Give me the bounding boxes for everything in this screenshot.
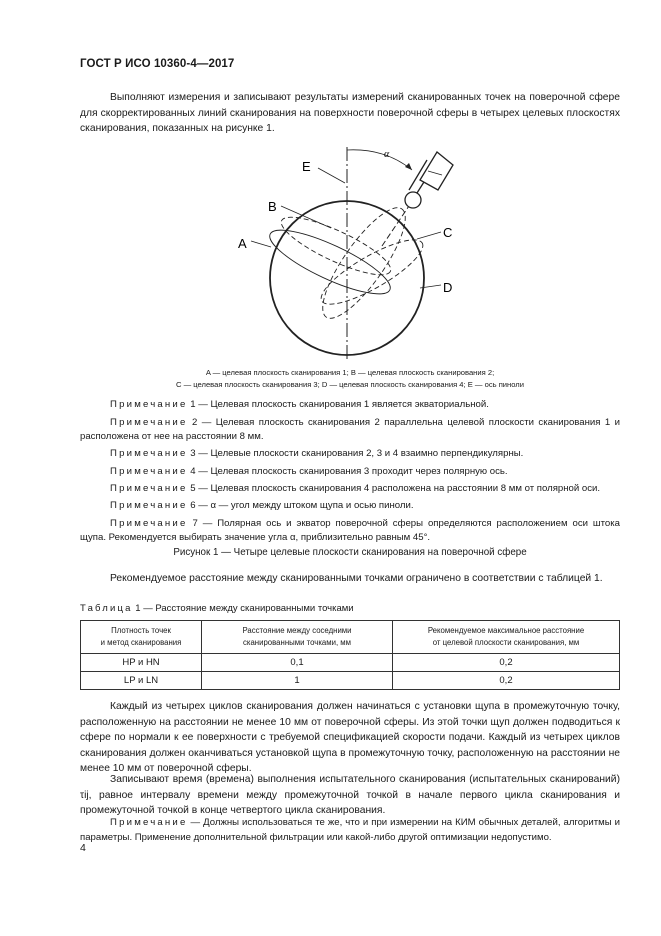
table-cell: HP и HN [81,654,202,672]
table-cell: 1 [202,672,393,690]
table-header-row [81,621,620,654]
table-cell: LP и LN [81,672,202,690]
figure-legend-line-2: C — целевая плоскость сканирования 3; D — целевая плоскость сканирования 4; E — ось пиноли [176,380,524,389]
leader-e [318,168,345,183]
note-label: Примечание [110,483,188,494]
table-title-text: 1 — Расстояние между сканированными точками [132,603,354,614]
intro-paragraph: Выполняют измерения и записывают результаты измерений сканированных точек на поверочной сфере для скорректированных линий сканирования на поверхности поверочной сферы в четырех целевых плоскостях сканирования, показанных на рисунке 1. [80,92,620,135]
scan-plane-d [314,229,430,315]
label-e: E [302,159,311,174]
label-a: A [238,236,247,251]
note-label: Примечание [110,518,188,529]
note-label: Примечание [110,417,188,428]
note-label: Примечание [110,817,188,828]
probe-body [420,152,453,190]
note-text: — Должны использоваться те же, что и при измерении на КИМ обычных деталей, алгоритмы и параметры. Применение дополнительной фильтрации или какой-либо другой оптимизации недопустимо. [80,817,620,843]
note-label: Примечание [110,399,188,410]
paragraph-2: Рекомендуемое расстояние между сканированными точками ограничено в соответствии с таблицей 1. [110,573,603,584]
note-text: 1 — Целевая плоскость сканирования 1 является экваториальной. [187,399,489,410]
note-text: 4 — Целевая плоскость сканирования 3 проходит через полярную ось. [187,466,508,477]
alpha-arc [347,150,412,170]
final-note [80,815,620,845]
note-5 [80,482,620,496]
header-cell: Расстояние между соседними сканированными точками, мм [202,621,393,654]
note-label: Примечание [110,448,188,459]
figure-caption: Рисунок 1 — Четыре целевые плоскости сканирования на поверочной сфере [173,547,527,558]
header-cell: Плотность точек и метод сканирования [81,621,202,654]
paragraph-4: Записывают время (времена) выполнения испытательного сканирования (испытательных сканирований) τij, равное интервалу времени между промежуточной точкой в начале первого цикла сканирования и промежуточной точкой в конце четвертого цикла сканирования. [80,774,620,817]
label-alpha: α [384,149,390,160]
note-text: 6 — α — угол между штоком щупа и осью пиноли. [187,500,414,511]
distance-table [80,620,620,690]
note-label: Примечание [110,500,188,511]
note-2 [80,416,620,444]
table-title [80,603,354,614]
scan-plane-a [263,219,397,306]
label-b: B [268,199,277,214]
figure-1-diagram [225,140,495,365]
note-text: 7 — Полярная ось и экватор поверочной сферы определяются расположением оси штока щупа. Рекомендуется выбирать значение угла α, приблизительно равным 45°. [80,518,620,543]
document-header: ГОСТ Р ИСО 10360-4—2017 [80,58,235,70]
note-1 [80,398,620,412]
table-cell: 0,2 [393,654,620,672]
note-text: 3 — Целевые плоскости сканирования 2, 3 и 4 взаимно перпендикулярны. [187,448,524,459]
table-cell: 0,1 [202,654,393,672]
note-text: 2 — Целевая плоскость сканирования 2 параллельна целевой плоскости сканирования 1 и расположена от нее на расстоянии 8 мм. [80,417,620,442]
stylus-tip [405,192,421,208]
table-row [81,654,620,672]
note-7 [80,517,620,545]
note-label: Примечание [110,466,188,477]
note-3 [80,447,620,461]
scan-plane-c [310,197,418,328]
note-text: 5 — Целевая плоскость сканирования 4 расположена на расстоянии 8 мм от полярной оси. [187,483,601,494]
leader-c [417,232,441,239]
alpha-arrow-head [405,163,412,170]
leader-a [251,241,271,247]
note-4 [80,465,620,479]
paragraph-3: Каждый из четырех циклов сканирования должен начинаться с установки щупа в промежуточную точку, расположенную на расстоянии не менее 10 мм от поверочной сферы. Из этой точки щуп должен подводиться к сфере по нормали к ее поверхности с требуемой спецификацией скорости подачи. Каждый из четырех циклов сканирования должен оканчиваться установкой щупа в промежуточную точку, расположенную на расстоянии не менее 10 мм от поверочной сферы. [80,701,620,775]
figure-legend-line-1: A — целевая плоскость сканирования 1; B — целевая плоскость сканирования 2; [205,368,495,377]
table-row [81,672,620,690]
page-number: 4 [80,842,86,854]
note-6 [80,499,620,513]
table-label: Таблица [80,603,133,614]
table-cell: 0,2 [393,672,620,690]
label-c: C [443,225,453,240]
header-cell: Рекомендуемое максимальное расстояние от целевой плоскости сканирования, мм [393,621,620,654]
label-d: D [443,280,453,295]
